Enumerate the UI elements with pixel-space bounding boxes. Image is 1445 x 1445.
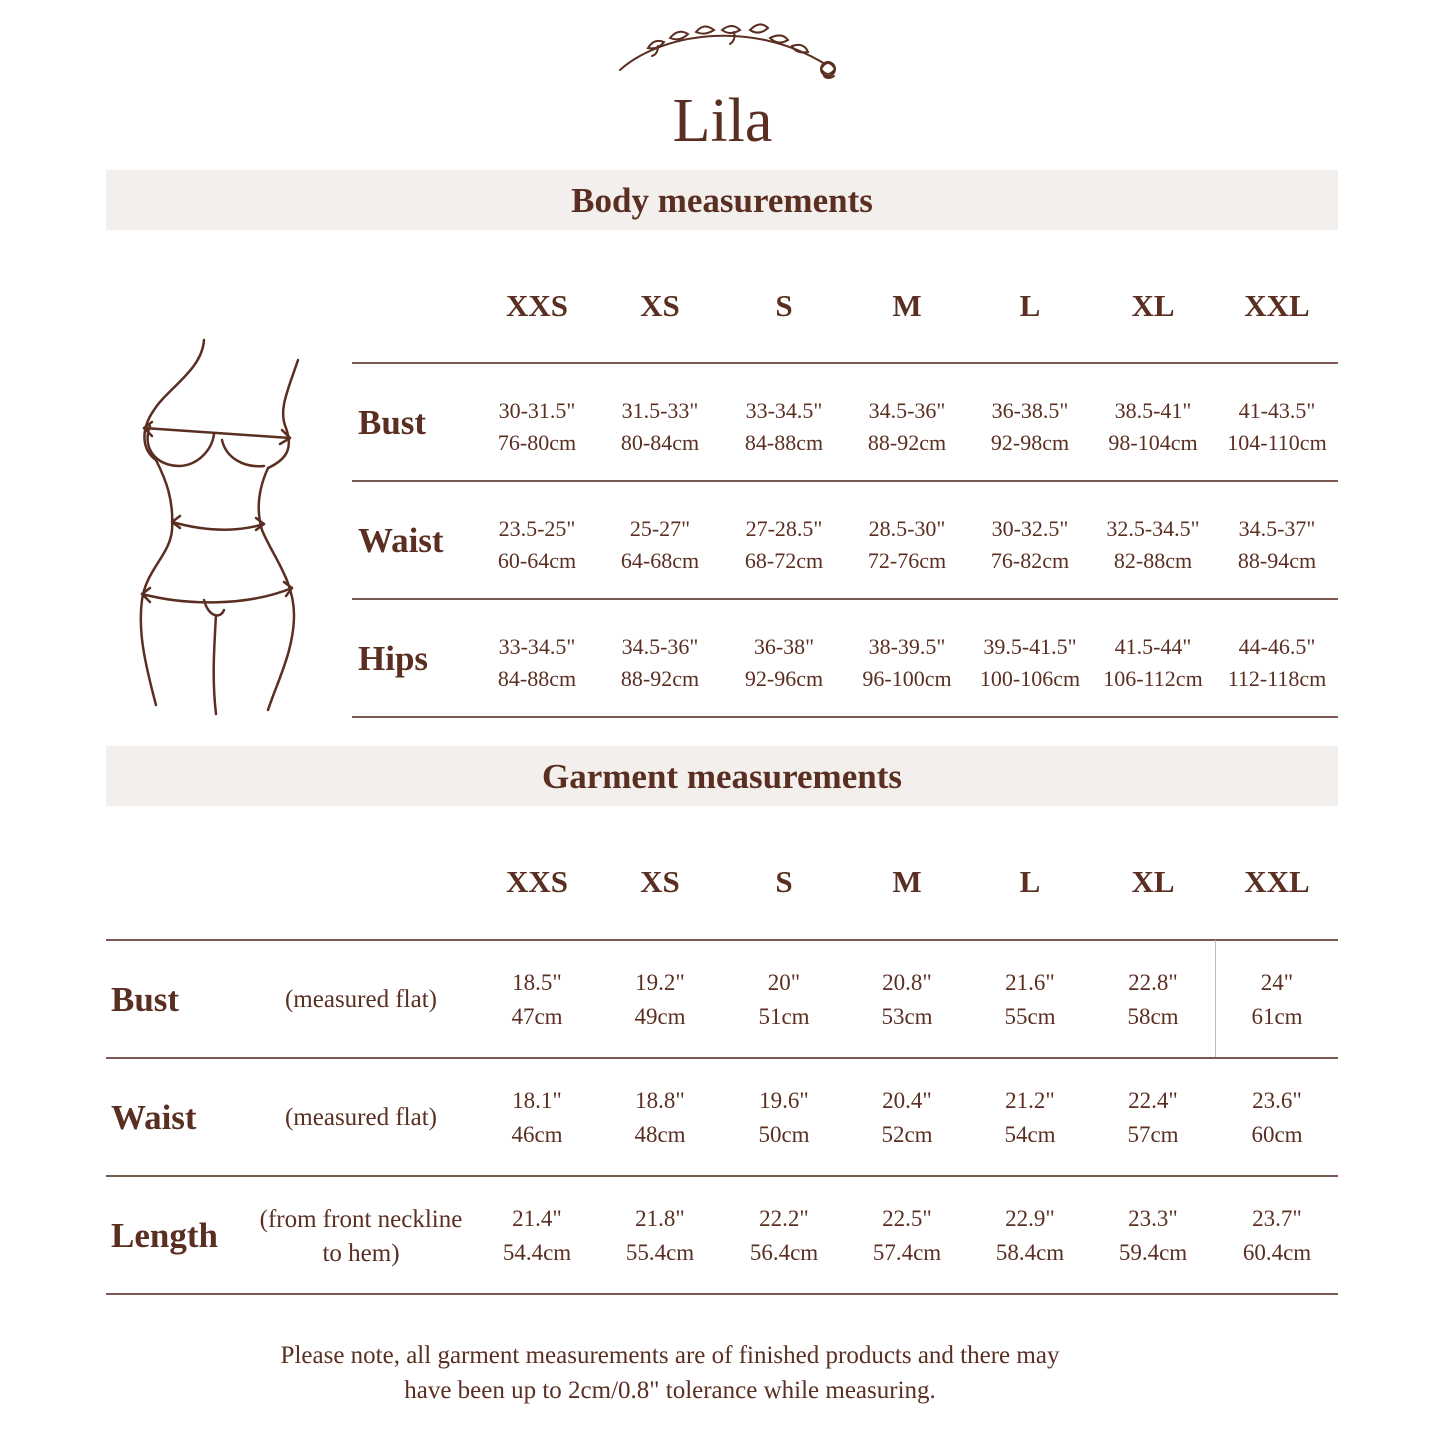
size-header-xs: XS [640, 288, 680, 323]
size-header-xl: XL [1131, 864, 1175, 899]
measurement-cell [599, 966, 722, 1034]
inches-value: 20.8" [882, 970, 932, 995]
inches-value: 36-38" [753, 634, 815, 659]
row-note [246, 1203, 476, 1271]
cm-value: 55cm [1004, 1004, 1056, 1029]
size-header-xl: XL [1131, 288, 1175, 323]
cm-value: 48cm [634, 1122, 686, 1147]
inches-value: 31.5-33" [621, 398, 699, 423]
cm-value: 72-76cm [867, 548, 947, 573]
table-rule [352, 716, 1338, 718]
cm-value: 68-72cm [744, 548, 824, 573]
cm-value: 60-64cm [497, 548, 577, 573]
cm-value: 54cm [1004, 1122, 1056, 1147]
measurement-cell [965, 395, 1096, 459]
measurement-cell [472, 631, 603, 695]
inches-value: 34.5-36" [621, 634, 699, 659]
table-rule [352, 480, 1338, 482]
cm-value: 49cm [634, 1004, 686, 1029]
section-title: Garment measurements [542, 757, 902, 796]
inches-value: 18.8" [635, 1088, 685, 1113]
measurement-cell [842, 395, 973, 459]
inches-value: 23.3" [1128, 1206, 1178, 1231]
inches-value: 22.8" [1128, 970, 1178, 995]
measurement-cell [723, 1084, 846, 1152]
cm-value: 55.4cm [625, 1240, 695, 1265]
measurement-cell [723, 966, 846, 1034]
inches-value: 36-38.5" [991, 398, 1069, 423]
measurement-cell [846, 1202, 969, 1270]
section-title: Body measurements [571, 181, 873, 220]
inches-value: 21.6" [1005, 970, 1055, 995]
cm-value: 82-88cm [1113, 548, 1193, 573]
inches-value: 39.5-41.5" [983, 634, 1077, 659]
size-header-l: L [1019, 288, 1041, 323]
footer-line-1: Please note, all garment measurements are of finished products and there may [280, 1342, 1060, 1369]
cm-value: 64-68cm [620, 548, 700, 573]
measurement-cell [719, 631, 850, 695]
inches-value: 21.8" [635, 1206, 685, 1231]
row-note: (measured flat) [284, 1104, 437, 1131]
inches-value: 21.2" [1005, 1088, 1055, 1113]
cm-value: 98-104cm [1108, 430, 1198, 455]
cm-value: 76-80cm [497, 430, 577, 455]
cm-value: 84-88cm [744, 430, 824, 455]
cm-value: 60.4cm [1242, 1240, 1312, 1265]
inches-value: 30-32.5" [991, 516, 1069, 541]
measurement-cell [1088, 395, 1219, 459]
inches-value: 38-39.5" [868, 634, 946, 659]
cm-value: 76-82cm [990, 548, 1070, 573]
measurement-cell [719, 513, 850, 577]
inches-value: 30-31.5" [498, 398, 576, 423]
column-divider [1215, 940, 1216, 1057]
inches-value: 19.2" [635, 970, 685, 995]
garment-measurements-banner [106, 746, 1338, 806]
cm-value: 60cm [1251, 1122, 1303, 1147]
brand-title: Lila [672, 87, 773, 155]
inches-value: 19.6" [759, 1088, 809, 1113]
size-header-m: M [892, 288, 922, 323]
measurement-cell [595, 513, 726, 577]
inches-value: 23.5-25" [498, 516, 576, 541]
table-rule [106, 1293, 1338, 1295]
table-rule [352, 362, 1338, 364]
cm-value: 54.4cm [502, 1240, 572, 1265]
measurement-cell [723, 1202, 846, 1270]
size-header-s: S [775, 288, 793, 323]
cm-value: 84-88cm [497, 666, 577, 691]
cm-value: 57.4cm [872, 1240, 942, 1265]
cm-value: 92-96cm [744, 666, 824, 691]
tolerance-note [170, 1338, 1170, 1408]
inches-value: 21.4" [512, 1206, 562, 1231]
row-label-length: Length [111, 1216, 218, 1255]
inches-value: 44-46.5" [1238, 634, 1316, 659]
cm-value: 88-94cm [1237, 548, 1317, 573]
size-header-xs: XS [640, 864, 680, 899]
row-label-waist: Waist [111, 1098, 197, 1137]
cm-value: 92-98cm [990, 430, 1070, 455]
measurement-cell [1092, 966, 1215, 1034]
measurement-cell [1216, 966, 1339, 1034]
measurement-cell [1088, 513, 1219, 577]
size-header-xxl: XXL [1244, 864, 1310, 899]
measurement-cell [969, 966, 1092, 1034]
inches-value: 34.5-37" [1238, 516, 1316, 541]
size-header-xxs: XXS [505, 288, 568, 323]
inches-value: 34.5-36" [868, 398, 946, 423]
row-label-bust: Bust [358, 403, 427, 442]
size-header-s: S [775, 864, 793, 899]
inches-value: 20" [767, 970, 801, 995]
inches-value: 41.5-44" [1114, 634, 1192, 659]
measurement-cell [842, 631, 973, 695]
measurement-cell [842, 513, 973, 577]
measurement-cell [846, 1084, 969, 1152]
size-header-l: L [1019, 864, 1041, 899]
body-measurements-banner [106, 170, 1338, 230]
cm-value: 59.4cm [1118, 1240, 1188, 1265]
cm-value: 96-100cm [862, 666, 952, 691]
table-rule [352, 598, 1338, 600]
inches-value: 33-34.5" [745, 398, 823, 423]
inches-value: 22.9" [1005, 1206, 1055, 1231]
cm-value: 53cm [881, 1004, 933, 1029]
inches-value: 22.2" [759, 1206, 809, 1231]
inches-value: 18.5" [512, 970, 562, 995]
table-rule [106, 1175, 1338, 1177]
measurement-cell [1092, 1202, 1215, 1270]
size-header-xxs: XXS [505, 864, 568, 899]
measurement-cell [472, 395, 603, 459]
inches-value: 24" [1260, 970, 1294, 995]
inches-value: 33-34.5" [498, 634, 576, 659]
measurement-cell [595, 395, 726, 459]
row-note: (measured flat) [284, 986, 437, 1013]
cm-value: 52cm [881, 1122, 933, 1147]
cm-value: 47cm [511, 1004, 563, 1029]
cm-value: 104-110cm [1227, 430, 1327, 455]
measurement-cell [719, 395, 850, 459]
measurement-cell [846, 966, 969, 1034]
row-note-line-2: to hem) [322, 1240, 400, 1267]
cm-value: 80-84cm [620, 430, 700, 455]
body-silhouette-icon [128, 330, 313, 720]
row-label-waist: Waist [358, 521, 444, 560]
cm-value: 88-92cm [620, 666, 700, 691]
cm-value: 56.4cm [749, 1240, 819, 1265]
measurement-cell [1212, 395, 1343, 459]
measurement-cell [476, 1202, 599, 1270]
inches-value: 38.5-41" [1114, 398, 1192, 423]
measurement-cell [1216, 1202, 1339, 1270]
cm-value: 50cm [758, 1122, 810, 1147]
inches-value: 23.6" [1252, 1088, 1302, 1113]
inches-value: 23.7" [1252, 1206, 1302, 1231]
measurement-cell [472, 513, 603, 577]
inches-value: 20.4" [882, 1088, 932, 1113]
inches-value: 27-28.5" [745, 516, 823, 541]
measurement-cell [969, 1084, 1092, 1152]
measurement-cell [1212, 631, 1343, 695]
row-note-line-1: (from front neckline [259, 1206, 463, 1233]
footer-line-2: have been up to 2cm/0.8" tolerance while measuring. [404, 1377, 936, 1404]
cm-value: 88-92cm [867, 430, 947, 455]
inches-value: 32.5-34.5" [1106, 516, 1200, 541]
measurement-cell [1212, 513, 1343, 577]
cm-value: 58cm [1127, 1004, 1179, 1029]
measurement-cell [599, 1084, 722, 1152]
measurement-cell [476, 1084, 599, 1152]
floral-sprig-icon [610, 14, 850, 94]
cm-value: 57cm [1127, 1122, 1179, 1147]
cm-value: 51cm [758, 1004, 810, 1029]
cm-value: 100-106cm [979, 666, 1081, 691]
cm-value: 106-112cm [1103, 666, 1203, 691]
measurement-cell [476, 966, 599, 1034]
inches-value: 28.5-30" [868, 516, 946, 541]
table-rule [106, 1057, 1338, 1059]
measurement-cell [965, 631, 1096, 695]
inches-value: 18.1" [512, 1088, 562, 1113]
table-rule [106, 939, 1338, 941]
inches-value: 25-27" [629, 516, 691, 541]
measurement-cell [1216, 1084, 1339, 1152]
inches-value: 22.5" [882, 1206, 932, 1231]
measurement-cell [599, 1202, 722, 1270]
measurement-cell [965, 513, 1096, 577]
row-label-bust: Bust [111, 980, 180, 1019]
size-header-xxl: XXL [1244, 288, 1310, 323]
cm-value: 46cm [511, 1122, 563, 1147]
cm-value: 112-118cm [1227, 666, 1327, 691]
inches-value: 41-43.5" [1238, 398, 1316, 423]
inches-value: 22.4" [1128, 1088, 1178, 1113]
size-header-m: M [892, 864, 922, 899]
row-label-hips: Hips [358, 639, 429, 678]
measurement-cell [1092, 1084, 1215, 1152]
cm-value: 61cm [1251, 1004, 1303, 1029]
measurement-cell [1088, 631, 1219, 695]
cm-value: 58.4cm [995, 1240, 1065, 1265]
measurement-cell [969, 1202, 1092, 1270]
measurement-cell [595, 631, 726, 695]
